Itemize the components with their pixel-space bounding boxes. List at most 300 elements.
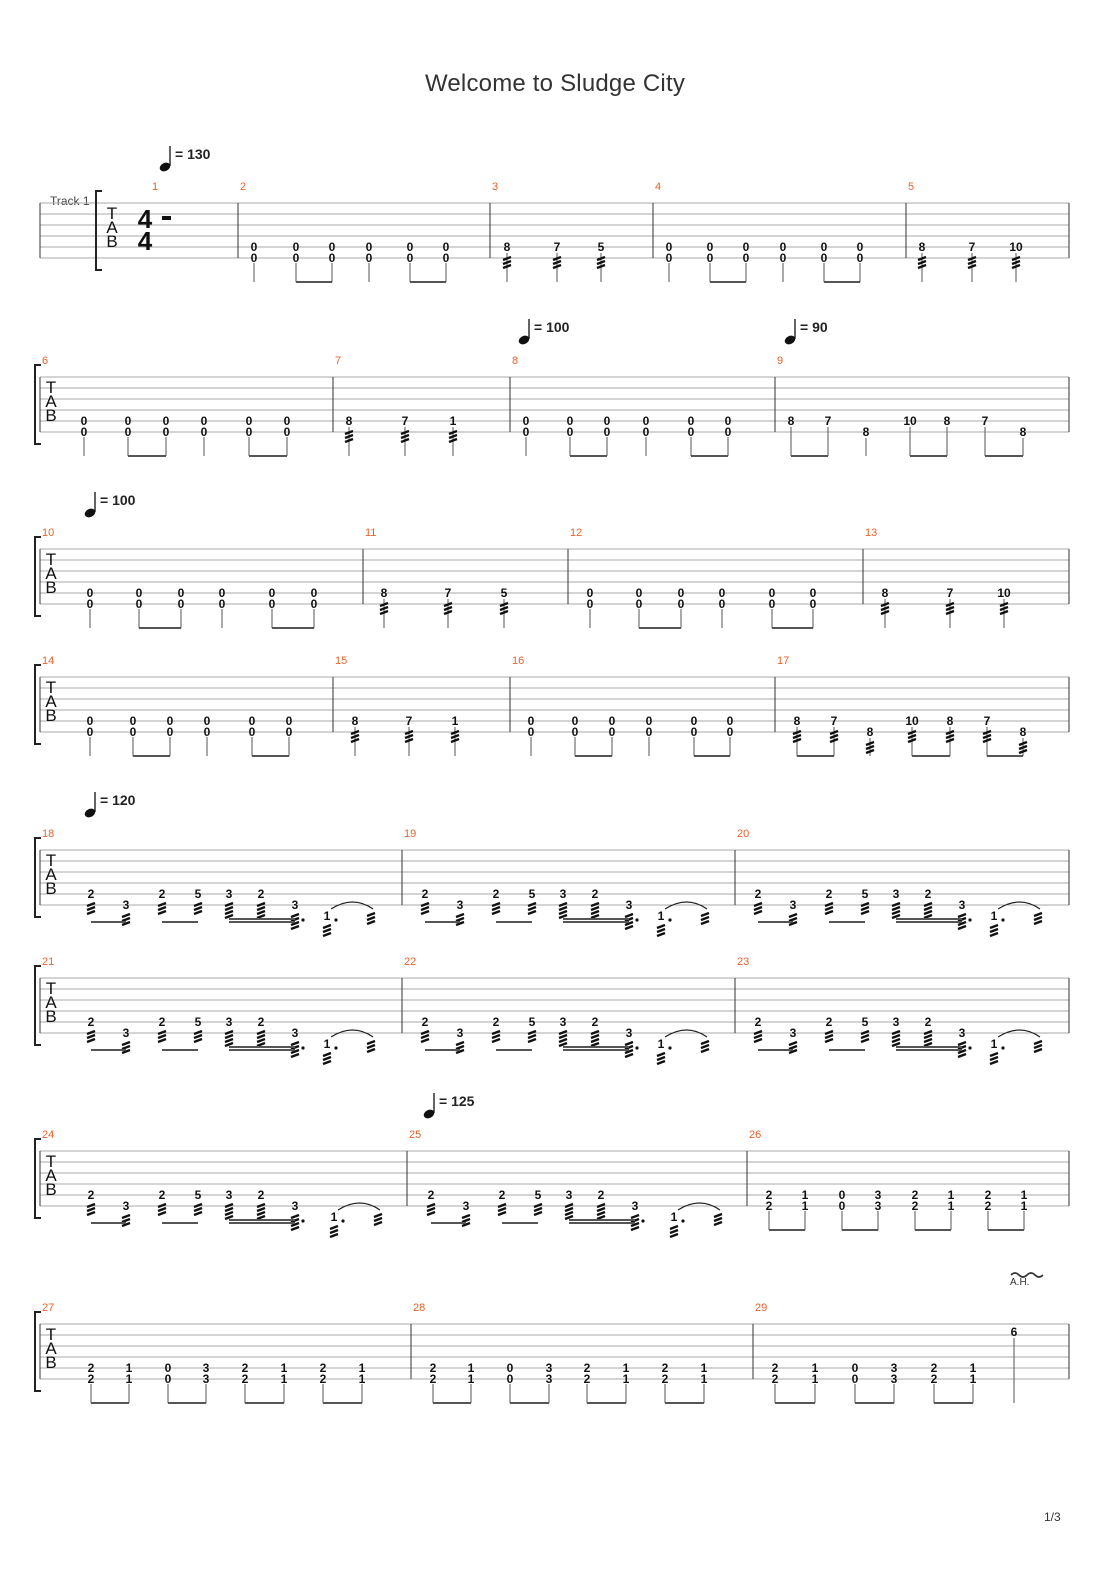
tremolo-mark bbox=[597, 265, 605, 268]
fret-number: 0 bbox=[779, 251, 787, 265]
fret-number: 0 bbox=[442, 240, 450, 254]
tremolo-mark bbox=[225, 903, 233, 906]
tremolo-mark bbox=[401, 439, 409, 442]
fret-number: 1 bbox=[330, 1210, 338, 1224]
tremolo-mark bbox=[565, 1204, 573, 1207]
fret-number: 1 bbox=[449, 414, 457, 428]
measure-number: 18 bbox=[42, 828, 55, 840]
fret-number: 0 bbox=[527, 725, 535, 739]
tremolo-mark bbox=[492, 1035, 500, 1038]
fret-number: 1 bbox=[280, 1372, 288, 1386]
fret-number: 0 bbox=[726, 714, 734, 728]
tremolo-mark bbox=[625, 926, 633, 929]
tremolo-mark bbox=[528, 911, 536, 914]
tremolo-mark bbox=[559, 903, 567, 906]
fret-number: 3 bbox=[890, 1372, 898, 1386]
tremolo-mark bbox=[257, 1043, 265, 1046]
tremolo-mark bbox=[990, 1057, 998, 1060]
fret-number: 0 bbox=[292, 240, 300, 254]
fret-number: 3 bbox=[291, 898, 299, 912]
tremolo-mark bbox=[257, 1204, 265, 1207]
fret-number: 0 bbox=[129, 714, 137, 728]
fret-number: 2 bbox=[591, 1015, 599, 1029]
fret-number: 8 bbox=[918, 240, 926, 254]
tremolo-mark bbox=[194, 1035, 202, 1038]
fret-number: 0 bbox=[820, 240, 828, 254]
tremolo-mark bbox=[323, 933, 331, 936]
tremolo-mark bbox=[892, 903, 900, 906]
fret-number: 0 bbox=[809, 597, 817, 611]
tremolo-mark bbox=[492, 907, 500, 910]
tremolo-mark bbox=[158, 1208, 166, 1211]
fret-number: 5 bbox=[534, 1188, 542, 1202]
tremolo-mark bbox=[825, 1035, 833, 1038]
fret-number: 2 bbox=[319, 1361, 327, 1375]
tremolo-mark bbox=[968, 261, 976, 264]
fret-number: 0 bbox=[285, 725, 293, 739]
fret-number: 1 bbox=[323, 909, 331, 923]
tremolo-mark bbox=[625, 1042, 633, 1045]
tab-letter-a: A bbox=[45, 392, 57, 411]
tremolo-mark bbox=[892, 1031, 900, 1034]
tremolo-mark bbox=[323, 1057, 331, 1060]
tremolo-mark bbox=[330, 1230, 338, 1233]
tremolo-mark bbox=[825, 907, 833, 910]
fret-number: 0 bbox=[218, 597, 226, 611]
dot bbox=[641, 1219, 644, 1222]
fret-number: 1 bbox=[801, 1199, 809, 1213]
fret-number: 1 bbox=[323, 1037, 331, 1051]
tempo-value: 125 bbox=[451, 1093, 475, 1109]
fret-number: 0 bbox=[135, 597, 143, 611]
fret-number: 0 bbox=[690, 725, 698, 739]
tremolo-mark bbox=[861, 1039, 869, 1042]
fret-number: 0 bbox=[406, 251, 414, 265]
tremolo-mark bbox=[87, 1204, 95, 1207]
tempo-prefix: = bbox=[175, 146, 188, 162]
tremolo-mark bbox=[122, 918, 130, 921]
tremolo-mark bbox=[924, 1035, 932, 1038]
fret-number: 5 bbox=[861, 887, 869, 901]
fret-number: 1 bbox=[451, 714, 459, 728]
fret-number: 0 bbox=[135, 586, 143, 600]
fret-number: 2 bbox=[429, 1372, 437, 1386]
tremolo-mark bbox=[591, 911, 599, 914]
tremolo-mark bbox=[225, 1204, 233, 1207]
tremolo-mark bbox=[892, 1043, 900, 1046]
fret-number: 3 bbox=[291, 1199, 299, 1213]
tab-letter-a: A bbox=[45, 993, 57, 1012]
tremolo-mark bbox=[367, 921, 375, 924]
tab-letter-t: T bbox=[45, 851, 57, 870]
fret-number: 3 bbox=[225, 1015, 233, 1029]
tremolo-mark bbox=[946, 735, 954, 738]
tremolo-mark bbox=[323, 1061, 331, 1064]
tempo-marking bbox=[175, 146, 211, 162]
fret-number: 3 bbox=[874, 1199, 882, 1213]
fret-number: 0 bbox=[129, 725, 137, 739]
tremolo-mark bbox=[122, 1046, 130, 1049]
fret-number: 10 bbox=[1009, 240, 1023, 254]
fret-number: 0 bbox=[566, 414, 574, 428]
tremolo-mark bbox=[924, 915, 932, 918]
tremolo-mark bbox=[427, 1204, 435, 1207]
tempo-marking bbox=[800, 319, 828, 335]
fret-number: 8 bbox=[1019, 425, 1027, 439]
tremolo-mark bbox=[1000, 603, 1008, 606]
fret-number: 0 bbox=[292, 251, 300, 265]
tremolo-mark bbox=[374, 1222, 382, 1225]
tempo-prefix: = bbox=[100, 492, 113, 508]
fret-number: 1 bbox=[670, 1210, 678, 1224]
tremolo-mark bbox=[881, 603, 889, 606]
fret-number: 2 bbox=[498, 1188, 506, 1202]
tremolo-mark bbox=[553, 257, 561, 260]
tremolo-mark bbox=[503, 265, 511, 268]
tremolo-mark bbox=[194, 1204, 202, 1207]
tremolo-mark bbox=[257, 907, 265, 910]
fret-number: 1 bbox=[467, 1372, 475, 1386]
tremolo-mark bbox=[462, 1219, 470, 1222]
tremolo-mark bbox=[345, 439, 353, 442]
tremolo-mark bbox=[225, 1216, 233, 1219]
tremolo-mark bbox=[374, 1214, 382, 1217]
tab-letter-b: B bbox=[106, 232, 118, 251]
tremolo-mark bbox=[225, 1031, 233, 1034]
measure-number: 25 bbox=[409, 1129, 422, 1141]
tremolo-mark bbox=[225, 1035, 233, 1038]
tremolo-mark bbox=[908, 735, 916, 738]
fret-number: 2 bbox=[930, 1372, 938, 1386]
fret-number: 1 bbox=[1020, 1199, 1028, 1213]
fret-number: 5 bbox=[194, 887, 202, 901]
fret-number: 1 bbox=[125, 1361, 133, 1375]
fret-number: 8 bbox=[862, 425, 870, 439]
measure-number: 10 bbox=[42, 527, 55, 539]
tremolo-mark bbox=[87, 1212, 95, 1215]
tremolo-mark bbox=[194, 1031, 202, 1034]
fret-number: 3 bbox=[559, 1015, 567, 1029]
fret-number: 5 bbox=[528, 1015, 536, 1029]
dot bbox=[334, 918, 337, 921]
fret-number: 0 bbox=[665, 251, 673, 265]
tremolo-mark bbox=[122, 1042, 130, 1045]
tremolo-mark bbox=[990, 1061, 998, 1064]
fret-number: 3 bbox=[291, 1026, 299, 1040]
tremolo-mark bbox=[87, 1035, 95, 1038]
tempo-marking bbox=[534, 319, 570, 335]
fret-number: 6 bbox=[1010, 1325, 1018, 1339]
tremolo-mark bbox=[830, 731, 838, 734]
fret-number: 0 bbox=[665, 240, 673, 254]
dot bbox=[968, 918, 971, 921]
tremolo-mark bbox=[670, 1234, 678, 1237]
fret-number: 1 bbox=[700, 1361, 708, 1375]
measure-number: 15 bbox=[335, 655, 348, 667]
fret-number: 0 bbox=[856, 251, 864, 265]
fret-number: 2 bbox=[591, 887, 599, 901]
tab-letter-a: A bbox=[45, 1166, 57, 1185]
fret-number: 0 bbox=[838, 1199, 846, 1213]
tremolo-mark bbox=[462, 1215, 470, 1218]
tremolo-mark bbox=[990, 933, 998, 936]
tremolo-mark bbox=[421, 1031, 429, 1034]
measure-number: 26 bbox=[749, 1129, 762, 1141]
fret-number: 2 bbox=[583, 1372, 591, 1386]
tremolo-mark bbox=[559, 911, 567, 914]
tremolo-mark bbox=[528, 903, 536, 906]
fret-number: 2 bbox=[924, 887, 932, 901]
fret-number: 3 bbox=[565, 1188, 573, 1202]
tremolo-mark bbox=[631, 1215, 639, 1218]
fret-number: 0 bbox=[310, 597, 318, 611]
fret-number: 10 bbox=[903, 414, 917, 428]
tremolo-mark bbox=[503, 257, 511, 260]
tremolo-mark bbox=[87, 1208, 95, 1211]
tremolo-mark bbox=[456, 1042, 464, 1045]
tremolo-mark bbox=[500, 607, 508, 610]
fret-number: 0 bbox=[706, 240, 714, 254]
tremolo-mark bbox=[257, 1216, 265, 1219]
tremolo-mark bbox=[444, 607, 452, 610]
tremolo-mark bbox=[367, 1045, 375, 1048]
fret-number: 0 bbox=[285, 714, 293, 728]
fret-number: 2 bbox=[911, 1188, 919, 1202]
fret-number: 2 bbox=[257, 887, 265, 901]
fret-number: 1 bbox=[700, 1372, 708, 1386]
tremolo-mark bbox=[553, 265, 561, 268]
tremolo-mark bbox=[825, 1039, 833, 1042]
tab-letter-b: B bbox=[45, 406, 57, 425]
tremolo-mark bbox=[657, 925, 665, 928]
tremolo-mark bbox=[701, 1041, 709, 1044]
song-title: Welcome to Sludge City bbox=[424, 70, 686, 97]
tremolo-mark bbox=[194, 903, 202, 906]
tremolo-mark bbox=[714, 1218, 722, 1221]
tremolo-mark bbox=[1034, 1045, 1042, 1048]
tremolo-mark bbox=[754, 1035, 762, 1038]
tremolo-mark bbox=[597, 1212, 605, 1215]
fret-number: 3 bbox=[789, 898, 797, 912]
fret-number: 0 bbox=[248, 714, 256, 728]
fret-number: 0 bbox=[268, 586, 276, 600]
fret-number: 0 bbox=[310, 586, 318, 600]
tab-letter-t: T bbox=[106, 204, 118, 223]
tempo-prefix: = bbox=[800, 319, 813, 335]
fret-number: 0 bbox=[283, 425, 291, 439]
tremolo-mark bbox=[291, 1215, 299, 1218]
tremolo-mark bbox=[1012, 261, 1020, 264]
tremolo-mark bbox=[714, 1214, 722, 1217]
tremolo-mark bbox=[591, 1039, 599, 1042]
fret-number: 8 bbox=[881, 586, 889, 600]
tremolo-mark bbox=[405, 739, 413, 742]
fret-number: 2 bbox=[421, 1015, 429, 1029]
tremolo-mark bbox=[866, 750, 874, 753]
tremolo-mark bbox=[500, 603, 508, 606]
fret-number: 7 bbox=[968, 240, 976, 254]
tremolo-mark bbox=[225, 1039, 233, 1042]
fret-number: 2 bbox=[930, 1361, 938, 1375]
fret-number: 0 bbox=[203, 725, 211, 739]
tab-letter-b: B bbox=[45, 706, 57, 725]
tremolo-mark bbox=[754, 903, 762, 906]
fret-number: 0 bbox=[200, 414, 208, 428]
tab-letter-t: T bbox=[45, 979, 57, 998]
fret-number: 2 bbox=[825, 1015, 833, 1029]
tremolo-mark bbox=[330, 1234, 338, 1237]
fret-number: 1 bbox=[657, 909, 665, 923]
tremolo-mark bbox=[924, 903, 932, 906]
fret-number: 0 bbox=[86, 586, 94, 600]
tremolo-mark bbox=[257, 911, 265, 914]
fret-number: 3 bbox=[789, 1026, 797, 1040]
fret-number: 7 bbox=[444, 586, 452, 600]
fret-number: 3 bbox=[456, 1026, 464, 1040]
tremolo-mark bbox=[793, 735, 801, 738]
fret-number: 1 bbox=[811, 1361, 819, 1375]
tremolo-mark bbox=[1019, 742, 1027, 745]
fret-number: 0 bbox=[245, 425, 253, 439]
fret-number: 0 bbox=[642, 425, 650, 439]
fret-number: 8 bbox=[503, 240, 511, 254]
fret-number: 0 bbox=[856, 240, 864, 254]
tremolo-mark bbox=[492, 903, 500, 906]
tremolo-mark bbox=[351, 739, 359, 742]
tremolo-mark bbox=[323, 925, 331, 928]
fret-number: 0 bbox=[86, 725, 94, 739]
tremolo-mark bbox=[449, 439, 457, 442]
tremolo-mark bbox=[291, 1227, 299, 1230]
fret-number: 0 bbox=[571, 725, 579, 739]
tremolo-mark bbox=[158, 1039, 166, 1042]
fret-number: 7 bbox=[824, 414, 832, 428]
fret-number: 2 bbox=[597, 1188, 605, 1202]
fret-number: 2 bbox=[765, 1199, 773, 1213]
fret-number: 3 bbox=[122, 898, 130, 912]
fret-number: 1 bbox=[467, 1361, 475, 1375]
tremolo-mark bbox=[990, 1053, 998, 1056]
tremolo-mark bbox=[87, 903, 95, 906]
tremolo-mark bbox=[1034, 1041, 1042, 1044]
tremolo-mark bbox=[444, 603, 452, 606]
fret-number: 8 bbox=[793, 714, 801, 728]
fret-number: 2 bbox=[492, 887, 500, 901]
fret-number: 0 bbox=[245, 414, 253, 428]
fret-number: 0 bbox=[635, 586, 643, 600]
fret-number: 8 bbox=[787, 414, 795, 428]
fret-number: 0 bbox=[603, 425, 611, 439]
tremolo-mark bbox=[291, 914, 299, 917]
tremolo-mark bbox=[87, 907, 95, 910]
tremolo-mark bbox=[367, 1041, 375, 1044]
tempo-marking bbox=[100, 492, 136, 508]
fret-number: 0 bbox=[608, 725, 616, 739]
fret-number: 3 bbox=[958, 898, 966, 912]
artificial-harmonic-label: A.H. bbox=[1010, 1277, 1030, 1288]
tremolo-mark bbox=[503, 261, 511, 264]
tremolo-mark bbox=[380, 611, 388, 614]
tremolo-mark bbox=[122, 1219, 130, 1222]
tremolo-mark bbox=[861, 907, 869, 910]
tremolo-mark bbox=[591, 907, 599, 910]
tremolo-mark bbox=[405, 731, 413, 734]
tremolo-mark bbox=[427, 1212, 435, 1215]
tremolo-mark bbox=[421, 1039, 429, 1042]
measure-number: 16 bbox=[512, 655, 525, 667]
measure-number: 11 bbox=[365, 527, 377, 539]
tremolo-mark bbox=[754, 911, 762, 914]
fret-number: 3 bbox=[122, 1026, 130, 1040]
tremolo-mark bbox=[670, 1226, 678, 1229]
fret-number: 7 bbox=[946, 586, 954, 600]
measure-number: 24 bbox=[42, 1129, 55, 1141]
tremolo-mark bbox=[257, 903, 265, 906]
fret-number: 2 bbox=[257, 1015, 265, 1029]
fret-number: 0 bbox=[248, 725, 256, 739]
fret-number: 0 bbox=[635, 597, 643, 611]
tempo-prefix: = bbox=[534, 319, 547, 335]
tremolo-mark bbox=[528, 1039, 536, 1042]
fret-number: 8 bbox=[946, 714, 954, 728]
tremolo-mark bbox=[194, 911, 202, 914]
fret-number: 0 bbox=[124, 425, 132, 439]
tremolo-mark bbox=[825, 911, 833, 914]
fret-number: 3 bbox=[874, 1188, 882, 1202]
tremolo-mark bbox=[492, 911, 500, 914]
tremolo-mark bbox=[657, 1061, 665, 1064]
tremolo-mark bbox=[631, 1227, 639, 1230]
fret-number: 2 bbox=[771, 1372, 779, 1386]
tempo-value: 100 bbox=[546, 319, 570, 335]
fret-number: 2 bbox=[765, 1188, 773, 1202]
tremolo-mark bbox=[597, 1204, 605, 1207]
tremolo-mark bbox=[559, 915, 567, 918]
tempo-value: 130 bbox=[187, 146, 211, 162]
tremolo-mark bbox=[597, 257, 605, 260]
tremolo-mark bbox=[657, 1053, 665, 1056]
dot bbox=[1001, 1046, 1004, 1049]
tremolo-mark bbox=[701, 913, 709, 916]
tremolo-mark bbox=[421, 907, 429, 910]
tremolo-mark bbox=[830, 739, 838, 742]
tab-letter-t: T bbox=[45, 678, 57, 697]
fret-number: 0 bbox=[687, 414, 695, 428]
fret-number: 0 bbox=[779, 240, 787, 254]
measure-number: 22 bbox=[404, 956, 417, 968]
tremolo-mark bbox=[498, 1212, 506, 1215]
dot bbox=[301, 918, 304, 921]
tremolo-mark bbox=[958, 1042, 966, 1045]
fret-number: 0 bbox=[442, 251, 450, 265]
tremolo-mark bbox=[714, 1222, 722, 1225]
tremolo-mark bbox=[701, 1045, 709, 1048]
fret-number: 0 bbox=[203, 714, 211, 728]
fret-number: 2 bbox=[241, 1361, 249, 1375]
tremolo-mark bbox=[657, 1057, 665, 1060]
tremolo-mark bbox=[158, 1204, 166, 1207]
fret-number: 2 bbox=[87, 1361, 95, 1375]
fret-number: 0 bbox=[218, 586, 226, 600]
tremolo-mark bbox=[881, 607, 889, 610]
fret-number: 3 bbox=[559, 887, 567, 901]
tremolo-mark bbox=[924, 1031, 932, 1034]
tremolo-mark bbox=[1012, 257, 1020, 260]
tremolo-mark bbox=[257, 1035, 265, 1038]
tremolo-mark bbox=[591, 1043, 599, 1046]
tremolo-mark bbox=[565, 1212, 573, 1215]
tremolo-mark bbox=[257, 1031, 265, 1034]
